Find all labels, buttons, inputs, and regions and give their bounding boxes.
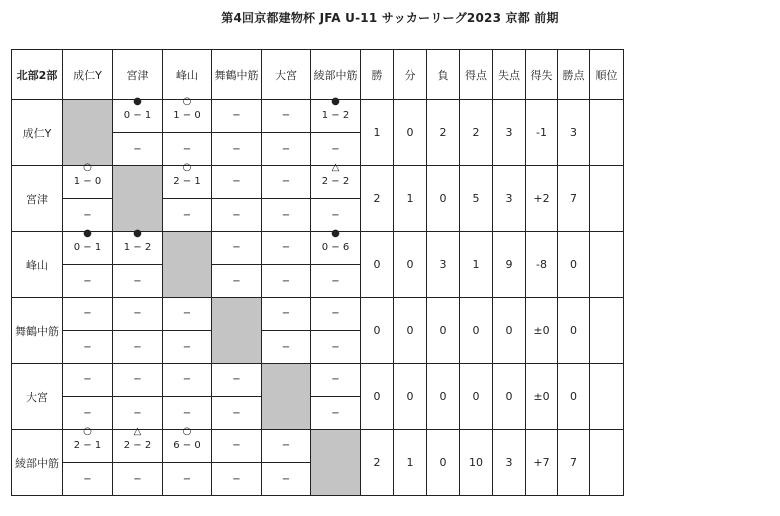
score: ● 0 − 6	[321, 228, 350, 253]
header-team: 成仁Y	[63, 50, 113, 100]
first-leg-result	[262, 166, 311, 199]
second-leg-result: −	[262, 463, 311, 496]
first-leg-result	[113, 364, 163, 397]
score: −	[182, 374, 192, 385]
score: −	[232, 242, 241, 253]
score: ○ 6 − 0	[173, 426, 201, 451]
score: −	[232, 440, 241, 451]
stat-cell: 3	[558, 100, 590, 166]
header-stat: 負	[427, 50, 460, 100]
stat-cell: 2	[460, 100, 493, 166]
stat-cell: 2	[427, 100, 460, 166]
score: −	[232, 374, 241, 385]
result-mark: ○	[182, 162, 192, 173]
team-name: 舞鶴中筋	[12, 298, 63, 364]
stat-cell: 3	[493, 430, 526, 496]
second-leg-result: −	[163, 133, 212, 166]
second-leg-result: −	[212, 199, 262, 232]
stat-cell: ±0	[526, 298, 558, 364]
stat-cell: 1	[361, 100, 394, 166]
header-team: 綾部中筋	[311, 50, 361, 100]
stat-cell	[590, 100, 624, 166]
score: ● 0 − 1	[123, 96, 152, 121]
league-table	[11, 49, 624, 496]
stat-cell: 3	[493, 100, 526, 166]
stat-cell: 1	[460, 232, 493, 298]
score: −	[133, 308, 142, 319]
score: ● 1 − 2	[321, 96, 350, 121]
result-mark: ●	[133, 228, 142, 239]
stat-cell: 0	[394, 364, 427, 430]
second-leg-result: −	[113, 133, 163, 166]
first-leg-result	[163, 162, 212, 199]
first-leg-result	[163, 426, 212, 463]
second-leg-result: −	[163, 331, 212, 364]
second-leg-result: −	[311, 199, 361, 232]
stat-cell	[590, 364, 624, 430]
second-leg-result: −	[262, 199, 311, 232]
stat-cell: 0	[493, 298, 526, 364]
stat-cell	[590, 232, 624, 298]
stat-cell: 0	[427, 166, 460, 232]
score: ● 1 − 2	[123, 228, 152, 253]
team-row-first	[12, 166, 624, 199]
stat-cell: 2	[361, 166, 394, 232]
second-leg-result: −	[262, 265, 311, 298]
first-leg-result	[113, 96, 163, 133]
first-leg-result	[311, 364, 361, 397]
first-leg-result	[262, 232, 311, 265]
first-leg-result	[311, 228, 361, 265]
self-match-cell	[212, 298, 262, 364]
first-leg-result	[262, 430, 311, 463]
second-leg-result: −	[63, 265, 113, 298]
team-row-first	[12, 232, 624, 265]
result-mark: ●	[331, 96, 340, 107]
score: −	[83, 308, 92, 319]
header-stat: 得点	[460, 50, 493, 100]
first-leg-result	[311, 96, 361, 133]
score: −	[281, 242, 291, 253]
stat-cell: 0	[361, 298, 394, 364]
second-leg-result: −	[113, 463, 163, 496]
score: −	[281, 176, 291, 187]
first-leg-result	[63, 228, 113, 265]
stat-cell: 0	[427, 298, 460, 364]
stat-cell: +7	[526, 430, 558, 496]
second-leg-result: −	[63, 199, 113, 232]
stat-cell: 0	[427, 430, 460, 496]
header-stat: 順位	[590, 50, 624, 100]
second-leg-result: −	[311, 133, 361, 166]
stat-cell	[590, 298, 624, 364]
stat-cell: 0	[460, 364, 493, 430]
first-leg-result	[63, 364, 113, 397]
stat-cell	[590, 430, 624, 496]
header-stat: 分	[394, 50, 427, 100]
first-leg-result	[311, 298, 361, 331]
score: ○ 1 − 0	[173, 96, 201, 121]
second-leg-result: −	[63, 397, 113, 430]
stat-cell: 0	[427, 364, 460, 430]
first-leg-result	[212, 100, 262, 133]
result-mark: ●	[331, 228, 340, 239]
stat-cell: 0	[394, 100, 427, 166]
team-row-first	[12, 364, 624, 397]
header-team: 峰山	[163, 50, 212, 100]
stat-cell: 10	[460, 430, 493, 496]
stat-cell: 3	[427, 232, 460, 298]
score: △ 2 − 2	[123, 426, 152, 451]
self-match-cell	[163, 232, 212, 298]
self-match-cell	[63, 100, 113, 166]
team-row-first	[12, 100, 624, 133]
stat-cell: 0	[558, 298, 590, 364]
second-leg-result: −	[113, 331, 163, 364]
header-team: 宮津	[113, 50, 163, 100]
first-leg-result	[113, 298, 163, 331]
first-leg-result	[63, 426, 113, 463]
first-leg-result	[63, 298, 113, 331]
stat-cell: 7	[558, 430, 590, 496]
header-stat: 勝点	[558, 50, 590, 100]
stat-cell: 0	[361, 364, 394, 430]
corner-label: 北部2部	[12, 50, 63, 100]
stat-cell: 0	[558, 364, 590, 430]
team-name: 宮津	[12, 166, 63, 232]
stat-cell: -8	[526, 232, 558, 298]
header-stat: 勝	[361, 50, 394, 100]
stat-cell: +2	[526, 166, 558, 232]
first-leg-result	[212, 232, 262, 265]
result-mark: ○	[83, 426, 92, 437]
stat-cell: 0	[558, 232, 590, 298]
score: −	[281, 110, 291, 121]
score: ● 0 − 1	[73, 228, 102, 253]
score: ○ 2 − 1	[173, 162, 201, 187]
first-leg-result	[163, 298, 212, 331]
second-leg-result: −	[311, 397, 361, 430]
first-leg-result	[63, 162, 113, 199]
stat-cell: 3	[493, 166, 526, 232]
team-name: 大宮	[12, 364, 63, 430]
second-leg-result: −	[262, 331, 311, 364]
second-leg-result: −	[163, 199, 212, 232]
stat-cell: 0	[460, 298, 493, 364]
score: △ 2 − 2	[321, 162, 350, 187]
score: −	[133, 374, 142, 385]
score: −	[232, 176, 241, 187]
header-team: 舞鶴中筋	[212, 50, 262, 100]
stat-cell: 2	[361, 430, 394, 496]
stat-cell: ±0	[526, 364, 558, 430]
first-leg-result	[212, 166, 262, 199]
second-leg-result: −	[212, 463, 262, 496]
score: −	[331, 374, 340, 385]
first-leg-result	[113, 426, 163, 463]
score: ○ 2 − 1	[73, 426, 102, 451]
header-row	[12, 50, 624, 100]
result-mark: ○	[83, 162, 92, 173]
second-leg-result: −	[113, 397, 163, 430]
stat-cell: 0	[394, 298, 427, 364]
header-stat: 得失	[526, 50, 558, 100]
score: −	[281, 440, 291, 451]
score: −	[281, 308, 291, 319]
second-leg-result: −	[262, 133, 311, 166]
first-leg-result	[163, 364, 212, 397]
stat-cell: 7	[558, 166, 590, 232]
result-mark: △	[331, 162, 340, 173]
result-mark: ○	[182, 96, 192, 107]
result-mark: ●	[83, 228, 92, 239]
result-mark: △	[133, 426, 142, 437]
stat-cell: 0	[394, 232, 427, 298]
team-row-first	[12, 430, 624, 463]
team-row-first	[12, 298, 624, 331]
second-leg-result: −	[63, 331, 113, 364]
second-leg-result: −	[212, 265, 262, 298]
score: −	[182, 308, 192, 319]
second-leg-result: −	[311, 265, 361, 298]
stat-cell: 5	[460, 166, 493, 232]
second-leg-result: −	[113, 265, 163, 298]
stat-cell: 1	[394, 166, 427, 232]
first-leg-result	[163, 96, 212, 133]
team-name: 綾部中筋	[12, 430, 63, 496]
score: −	[331, 308, 340, 319]
self-match-cell	[113, 166, 163, 232]
second-leg-result: −	[63, 463, 113, 496]
score: ○ 1 − 0	[73, 162, 102, 187]
stat-cell: 0	[493, 364, 526, 430]
first-leg-result	[212, 430, 262, 463]
stat-cell: -1	[526, 100, 558, 166]
stat-cell: 9	[493, 232, 526, 298]
page-title: 第4回京都建物杯 JFA U-11 サッカーリーグ2023 京都 前期	[221, 11, 559, 25]
stat-cell: 0	[361, 232, 394, 298]
header-team: 大宮	[262, 50, 311, 100]
first-leg-result	[262, 100, 311, 133]
score: −	[83, 374, 92, 385]
header-stat: 失点	[493, 50, 526, 100]
first-leg-result	[262, 298, 311, 331]
first-leg-result	[212, 364, 262, 397]
self-match-cell	[262, 364, 311, 430]
score: −	[232, 110, 241, 121]
second-leg-result: −	[163, 397, 212, 430]
stat-cell	[590, 166, 624, 232]
result-mark: ○	[182, 426, 192, 437]
first-leg-result	[311, 162, 361, 199]
second-leg-result: −	[311, 331, 361, 364]
second-leg-result: −	[212, 133, 262, 166]
team-name: 成仁Y	[12, 100, 63, 166]
stat-cell: 1	[394, 430, 427, 496]
result-mark: ●	[133, 96, 142, 107]
first-leg-result	[113, 228, 163, 265]
team-name: 峰山	[12, 232, 63, 298]
second-leg-result: −	[163, 463, 212, 496]
second-leg-result: −	[212, 397, 262, 430]
self-match-cell	[311, 430, 361, 496]
